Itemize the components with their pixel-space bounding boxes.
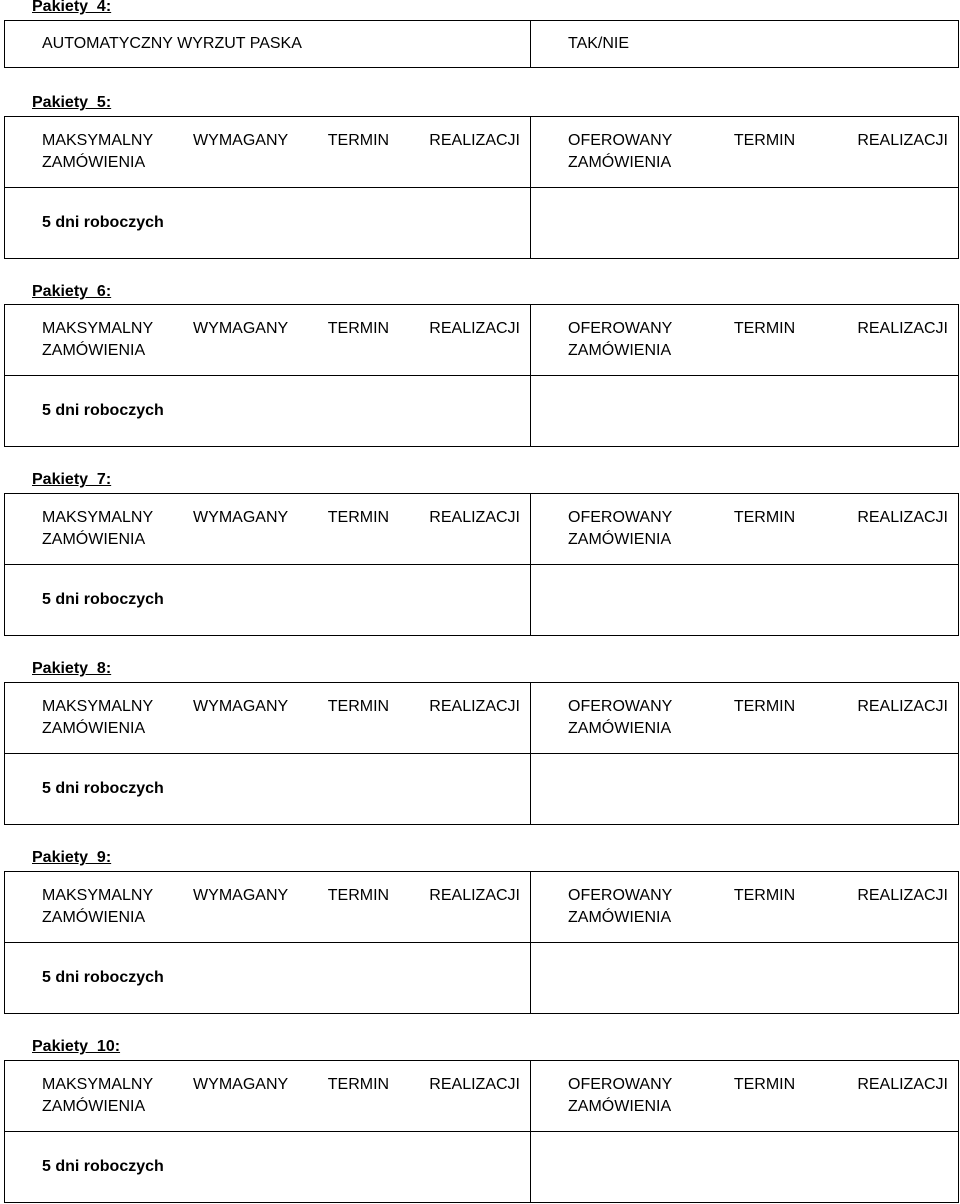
max-term-value: 5 dni roboczych (5, 565, 531, 636)
offered-term-header: OFEROWANY TERMIN REALIZACJI ZAMÓWIENIA (531, 305, 959, 376)
section-table-5 (4, 116, 959, 259)
offered-term-header: OFEROWANY TERMIN REALIZACJI ZAMÓWIENIA (531, 872, 959, 943)
section-heading-6: Pakiety 6: (32, 283, 112, 300)
max-term-header: MAKSYMALNY WYMAGANY TERMIN REALIZACJI ZAMÓWIENIA (5, 683, 531, 754)
section-heading-5: Pakiety 5: (32, 94, 112, 111)
section-heading-10: Pakiety 10: (32, 1038, 121, 1055)
offered-term-input[interactable] (531, 1132, 959, 1203)
offered-term-header: OFEROWANY TERMIN REALIZACJI ZAMÓWIENIA (531, 683, 959, 754)
section-heading-8: Pakiety 8: (32, 660, 112, 677)
max-term-header: MAKSYMALNY WYMAGANY TERMIN REALIZACJI ZAMÓWIENIA (5, 872, 531, 943)
max-term-value: 5 dni roboczych (5, 943, 531, 1014)
max-term-header: MAKSYMALNY WYMAGANY TERMIN REALIZACJI ZAMÓWIENIA (5, 1061, 531, 1132)
max-term-header: MAKSYMALNY WYMAGANY TERMIN REALIZACJI ZAMÓWIENIA (5, 494, 531, 565)
max-term-value: 5 dni roboczych (5, 376, 531, 447)
offered-term-header: OFEROWANY TERMIN REALIZACJI ZAMÓWIENIA (531, 494, 959, 565)
section-table-8 (4, 682, 959, 825)
max-term-value: 5 dni roboczych (5, 1132, 531, 1203)
option-label: AUTOMATYCZNY WYRZUT PASKA (5, 21, 531, 68)
section-heading-7: Pakiety 7: (32, 471, 112, 488)
section-table-4 (4, 20, 959, 68)
section-table-7 (4, 493, 959, 636)
section-heading-9: Pakiety 9: (32, 849, 112, 866)
offered-term-input[interactable] (531, 754, 959, 825)
offered-term-input[interactable] (531, 943, 959, 1014)
section-table-6 (4, 304, 959, 447)
max-term-header: MAKSYMALNY WYMAGANY TERMIN REALIZACJI ZAMÓWIENIA (5, 305, 531, 376)
section-table-9 (4, 871, 959, 1014)
max-term-value: 5 dni roboczych (5, 754, 531, 825)
offered-term-input[interactable] (531, 565, 959, 636)
max-term-value: 5 dni roboczych (5, 188, 531, 259)
section-table-10 (4, 1060, 959, 1203)
section-heading-4: Pakiety 4: (32, 0, 112, 15)
offered-term-header: OFEROWANY TERMIN REALIZACJI ZAMÓWIENIA (531, 117, 959, 188)
offered-term-header: OFEROWANY TERMIN REALIZACJI ZAMÓWIENIA (531, 1061, 959, 1132)
max-term-header: MAKSYMALNY WYMAGANY TERMIN REALIZACJI ZAMÓWIENIA (5, 117, 531, 188)
offered-term-input[interactable] (531, 188, 959, 259)
option-value: TAK/NIE (531, 21, 959, 68)
offered-term-input[interactable] (531, 376, 959, 447)
